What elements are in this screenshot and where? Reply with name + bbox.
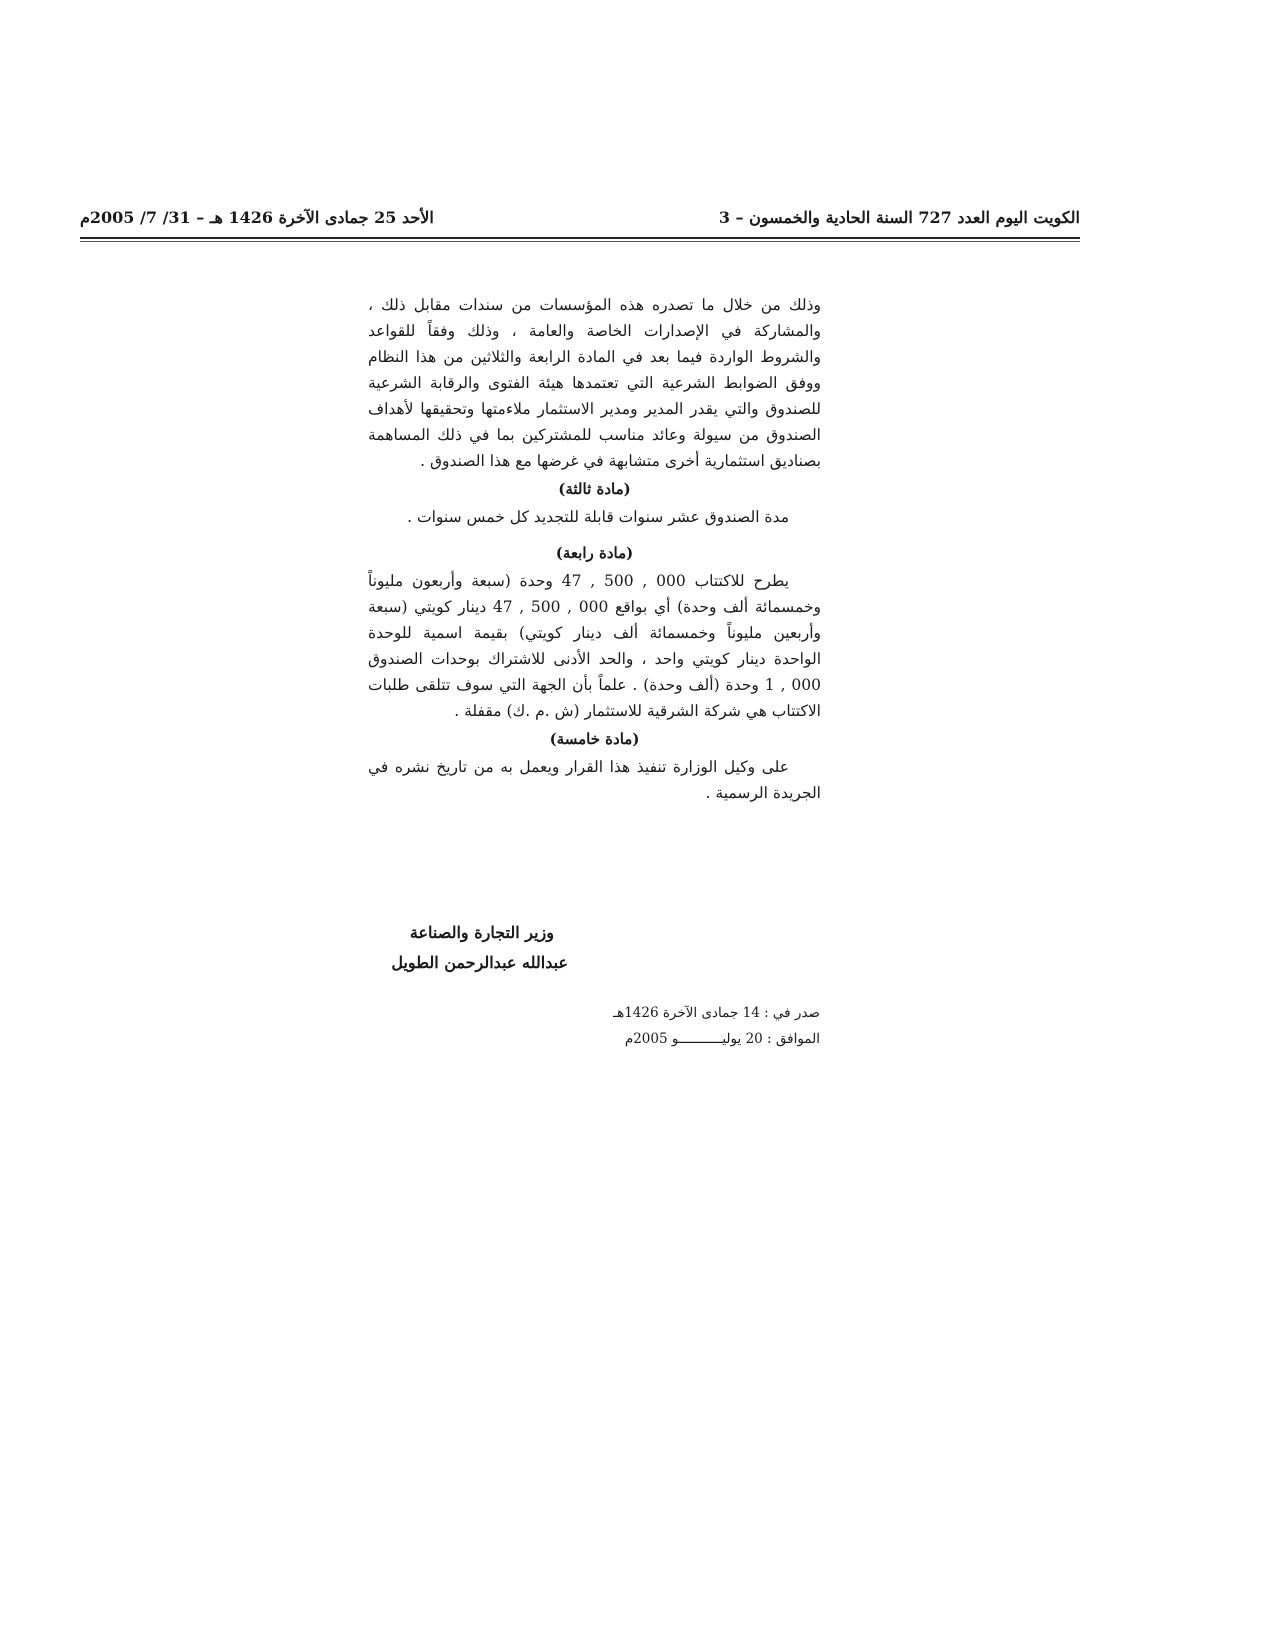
minister-name: عبدالله عبدالرحمن الطويل xyxy=(391,953,568,972)
header-publication-info: الكويت اليوم العدد 727 السنة الحادية والخمسون – 3 xyxy=(718,208,1080,227)
corresponding-date: الموافق : 20 يوليـــــــــــو 2005م xyxy=(624,1031,820,1047)
article-3-text: مدة الصندوق عشر سنوات قابلة للتجديد كل خمس سنوات . xyxy=(407,508,789,526)
signature-block xyxy=(368,918,568,978)
page-header xyxy=(80,208,1080,242)
spacer xyxy=(368,530,821,538)
header-rule-thin xyxy=(80,241,1080,242)
issued-date: صدر في : 14 جمادى الآخرة 1426هـ xyxy=(613,1005,820,1021)
article-3-heading: (مادة ثالثة) xyxy=(558,480,631,498)
intro-paragraph: وذلك من خلال ما تصدره هذه المؤسسات من سندات مقابل ذلك ، والمشاركة في الإصدارات الخاصة والعامة ، وذلك وفقاً للقواعد والشروط الواردة فيما بعد في المادة الرابعة والثلاثين من هذا النظام ووفق الضوابط الشرعية التي تعتمدها هيئة الفتوى والرقابة الشرعية للصندوق والتي يقدر المدير ومدير الاستثمار ملاءمتها وتحقيقها لأهداف الصندوق من سيولة وعائد مناسب للمشتركين بما في ذلك المساهمة بصناديق استثمارية أخرى متشابهة في غرضها مع هذا الصندوق . xyxy=(368,296,821,470)
header-date: الأحد 25 جمادى الآخرة 1426 هـ – 31/ 7/ 2005م xyxy=(80,208,434,227)
article-4-heading: (مادة رابعة) xyxy=(555,544,634,562)
decree-body xyxy=(368,292,821,806)
article-5-text: على وكيل الوزارة تنفيذ هذا القرار ويعمل به من تاريخ نشره في الجريدة الرسمية . xyxy=(368,758,821,802)
minister-title: وزير التجارة والصناعة xyxy=(409,923,554,942)
article-4-text: يطرح للاكتتاب 000 , 500 , 47 وحدة (سبعة وأربعون مليوناً وخمسمائة ألف وحدة) أي بواقع 000 , 500 , 47 دينار كويتي (سبعة وأربعين مليوناً وخمسمائة ألف دينار كويتي) بقيمة اسمية للوحدة الواحدة دينار كويتي واحد ، والحد الأدنى للاشتراك بوحدات الصندوق 000 , 1 وحدة (ألف وحدة) . علماً بأن الجهة التي سوف تتلقى طلبات الاكتتاب هي شركة الشرقية للاستثمار (ش .م .ك) مقفلة . xyxy=(368,572,822,720)
header-rule xyxy=(80,237,1080,239)
article-5-heading: (مادة خامسة) xyxy=(549,730,640,748)
issue-note xyxy=(600,1000,820,1052)
